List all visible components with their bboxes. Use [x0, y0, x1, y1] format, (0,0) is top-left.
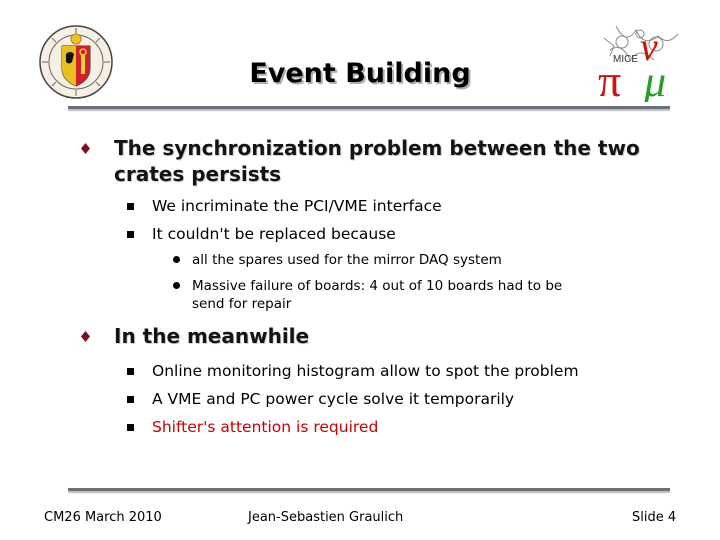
sub-sub-bullet-spares: all the spares used for the mirror DAQ system [192, 252, 502, 268]
footer-slide-number: Slide 4 [632, 510, 677, 525]
footer-date: CM26 March 2010 [44, 510, 162, 525]
mice-logo-text: MICE [613, 54, 638, 65]
diamond-bullet-icon [81, 331, 90, 342]
slide-title: Event Building [249, 58, 471, 89]
bottom-divider [68, 488, 670, 491]
sub-bullet-power-cycle: A VME and PC power cycle solve it temporarily [152, 390, 515, 408]
svg-text:ν: ν [640, 24, 658, 69]
square-bullet-icon [127, 231, 134, 238]
square-bullet-icon [127, 396, 134, 403]
square-bullet-icon [127, 424, 134, 431]
sub-sub-bullet-failure-line-2: send for repair [192, 296, 292, 312]
top-divider [68, 106, 670, 109]
bullet-1-line-1: The synchronization problem between the two [114, 136, 640, 160]
sub-bullet-not-replaced: It couldn't be replaced because [152, 225, 396, 243]
dot-bullet-icon [173, 282, 180, 289]
square-bullet-icon [127, 203, 134, 210]
sub-sub-bullet-failure-line-1: Massive failure of boards: 4 out of 10 boards had to be [192, 278, 563, 294]
svg-text:π: π [598, 55, 622, 102]
dot-bullet-icon [173, 256, 180, 263]
bullet-2-meanwhile: In the meanwhile [114, 324, 310, 348]
sub-bullet-shifter-attention: Shifter's attention is required [152, 418, 379, 436]
footer-author: Jean-Sebastien Graulich [248, 510, 404, 525]
sub-bullet-pci-vme: We incriminate the PCI/VME interface [152, 197, 442, 215]
sub-bullet-monitoring: Online monitoring histogram allow to spot the problem [152, 362, 579, 380]
diamond-bullet-icon [81, 143, 90, 154]
bullet-1-line-2: crates persists [114, 162, 282, 186]
svg-text:μ: μ [644, 57, 667, 102]
square-bullet-icon [127, 368, 134, 375]
